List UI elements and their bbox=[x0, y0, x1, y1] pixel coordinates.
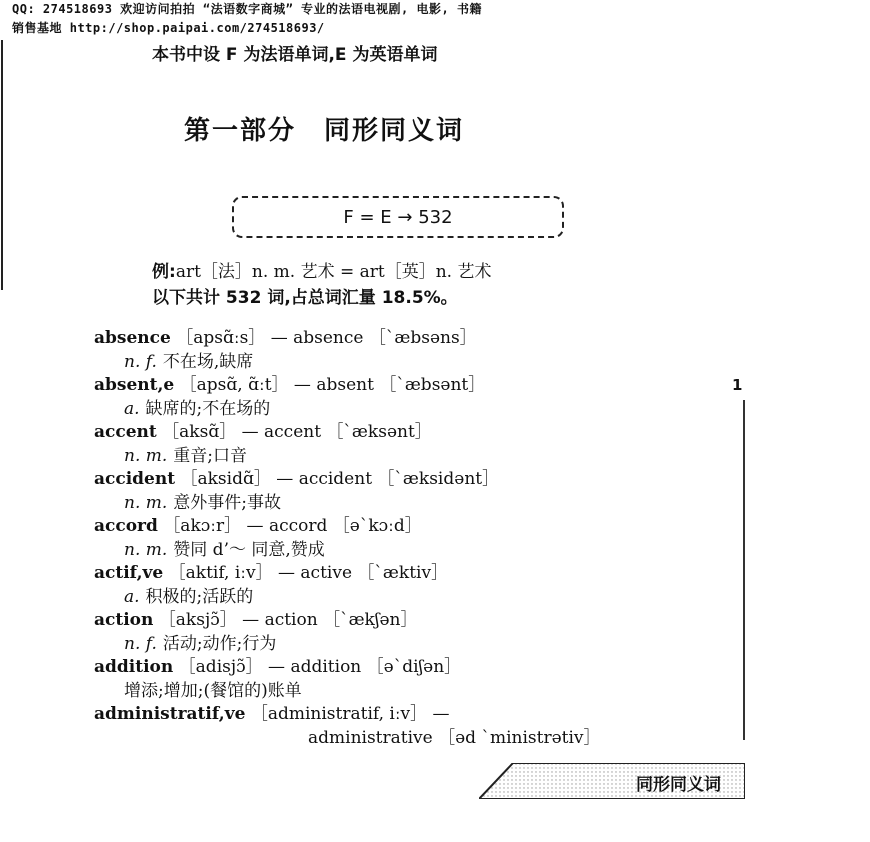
english-equivalent: accident ［`æksidənt］ bbox=[298, 469, 500, 489]
english-equivalent: absence ［`æbsəns］ bbox=[293, 328, 477, 348]
meaning: 活动;动作;行为 bbox=[162, 633, 277, 654]
english-equivalent: accent ［`æksənt］ bbox=[264, 422, 432, 442]
headword-ipa: ［aktif, iːv］ bbox=[168, 563, 273, 583]
part-of-speech: n. f. bbox=[124, 351, 157, 372]
headword: accident bbox=[94, 469, 176, 489]
english-equivalent: action ［`ækʃən］ bbox=[264, 610, 418, 630]
meaning: 缺席的;不在场的 bbox=[145, 398, 271, 419]
page-margin-rule bbox=[743, 400, 745, 740]
english-equivalent: absent ［`æbsənt］ bbox=[316, 375, 486, 395]
headword: absent,e bbox=[94, 375, 175, 395]
example-text: art［法］n. m. 艺术 = art［英］n. 艺术 bbox=[175, 262, 492, 282]
section-tab bbox=[479, 763, 745, 799]
headword-ipa: ［adisjɔ̃］ bbox=[178, 657, 263, 677]
headword: accord bbox=[94, 516, 158, 536]
list-item: actif,ve ［aktif, iːv］ — active ［`æktiv］ a. 积极的;活跃的 bbox=[94, 563, 449, 607]
header-line-2: 销售基地 http://shop.paipai.com/274518693/ bbox=[12, 21, 325, 35]
headword-ipa: ［akɔːr］ bbox=[163, 516, 242, 536]
list-item: administratif,ve ［administratif, iːv］ — administrative ［əd `ministrətiv］ bbox=[94, 704, 601, 748]
english-equivalent: administrative ［əd `ministrətiv］ bbox=[308, 727, 601, 748]
headword-ipa: ［administratif, iːv］ bbox=[250, 704, 428, 724]
headword: administratif,ve bbox=[94, 704, 246, 724]
word-count-line: 以下共计 532 词,占总词汇量 18.5%。 bbox=[152, 288, 458, 308]
english-equivalent: accord ［ə`kɔːd］ bbox=[268, 516, 422, 536]
entry-list bbox=[94, 327, 744, 750]
headword: addition bbox=[94, 657, 174, 677]
part-of-speech: n. m. bbox=[124, 492, 168, 513]
section-tab-label: 同形同义词 bbox=[636, 775, 721, 795]
meaning: 不在场,缺席 bbox=[162, 351, 254, 372]
part-of-speech: n. m. bbox=[124, 445, 168, 466]
headword-ipa: ［aksidɑ̃］ bbox=[180, 469, 271, 489]
part-title: 第一部分 同形同义词 bbox=[184, 116, 465, 146]
meaning: 赞同 d’～ 同意,赞成 bbox=[173, 539, 325, 560]
english-equivalent: active ［`æktiv］ bbox=[300, 563, 449, 583]
english-equivalent: addition ［ə`diʃən］ bbox=[290, 657, 462, 677]
part-of-speech: n. f. bbox=[124, 633, 157, 654]
page-number: 1 bbox=[732, 376, 743, 394]
headword: accent bbox=[94, 422, 157, 442]
list-item: addition ［adisjɔ̃］ — addition ［ə`diʃən］ 增添;增加;(餐馆的)账单 bbox=[94, 657, 462, 701]
notation-note: 本书中设 F 为法语单词,E 为英语单词 bbox=[152, 45, 438, 65]
meaning: 积极的;活跃的 bbox=[145, 586, 254, 607]
list-item: action ［aksjɔ̃］ — action ［`ækʃən］ n. f. 活动;动作;行为 bbox=[94, 610, 418, 654]
example-label: 例: bbox=[152, 262, 176, 282]
headword-ipa: ［aksɑ̃］ bbox=[162, 422, 237, 442]
formula-text: F = E → 532 bbox=[343, 206, 453, 228]
meaning: 意外事件;事故 bbox=[173, 492, 282, 513]
meaning: 增添;增加;(餐馆的)账单 bbox=[124, 680, 302, 701]
list-item: accord ［akɔːr］ — accord ［ə`kɔːd］ n. m. 赞同 d’～ 同意,赞成 bbox=[94, 516, 422, 560]
left-margin-rule bbox=[1, 40, 3, 290]
list-item: accent ［aksɑ̃］ — accent ［`æksənt］ n. m. 重音;口音 bbox=[94, 422, 432, 466]
example-line bbox=[152, 257, 492, 282]
part-of-speech: a. bbox=[124, 398, 140, 419]
list-item: absence ［apsɑ̃ːs］ — absence ［`æbsəns］ n. f. 不在场,缺席 bbox=[94, 328, 477, 372]
headword-ipa: ［apsɑ̃, ɑ̃ːt］ bbox=[179, 375, 289, 395]
list-item: accident ［aksidɑ̃］ — accident ［`æksidənt］ n. m. 意外事件;事故 bbox=[94, 469, 500, 513]
part-of-speech: n. m. bbox=[124, 539, 168, 560]
headword-ipa: ［aksjɔ̃］ bbox=[158, 610, 237, 630]
headword: actif,ve bbox=[94, 563, 164, 583]
header-line-1: QQ: 274518693 欢迎访问拍拍 “法语数字商城” 专业的法语电视剧, 电影, 书籍 bbox=[12, 2, 482, 16]
part-of-speech: a. bbox=[124, 586, 140, 607]
meaning: 重音;口音 bbox=[173, 445, 248, 466]
list-item: absent,e ［apsɑ̃, ɑ̃ːt］ — absent ［`æbsənt］ a. 缺席的;不在场的 bbox=[94, 375, 486, 419]
headword-ipa: ［apsɑ̃ːs］ bbox=[176, 328, 266, 348]
headword: action bbox=[94, 610, 154, 630]
headword: absence bbox=[94, 328, 171, 348]
formula-box bbox=[232, 196, 564, 238]
